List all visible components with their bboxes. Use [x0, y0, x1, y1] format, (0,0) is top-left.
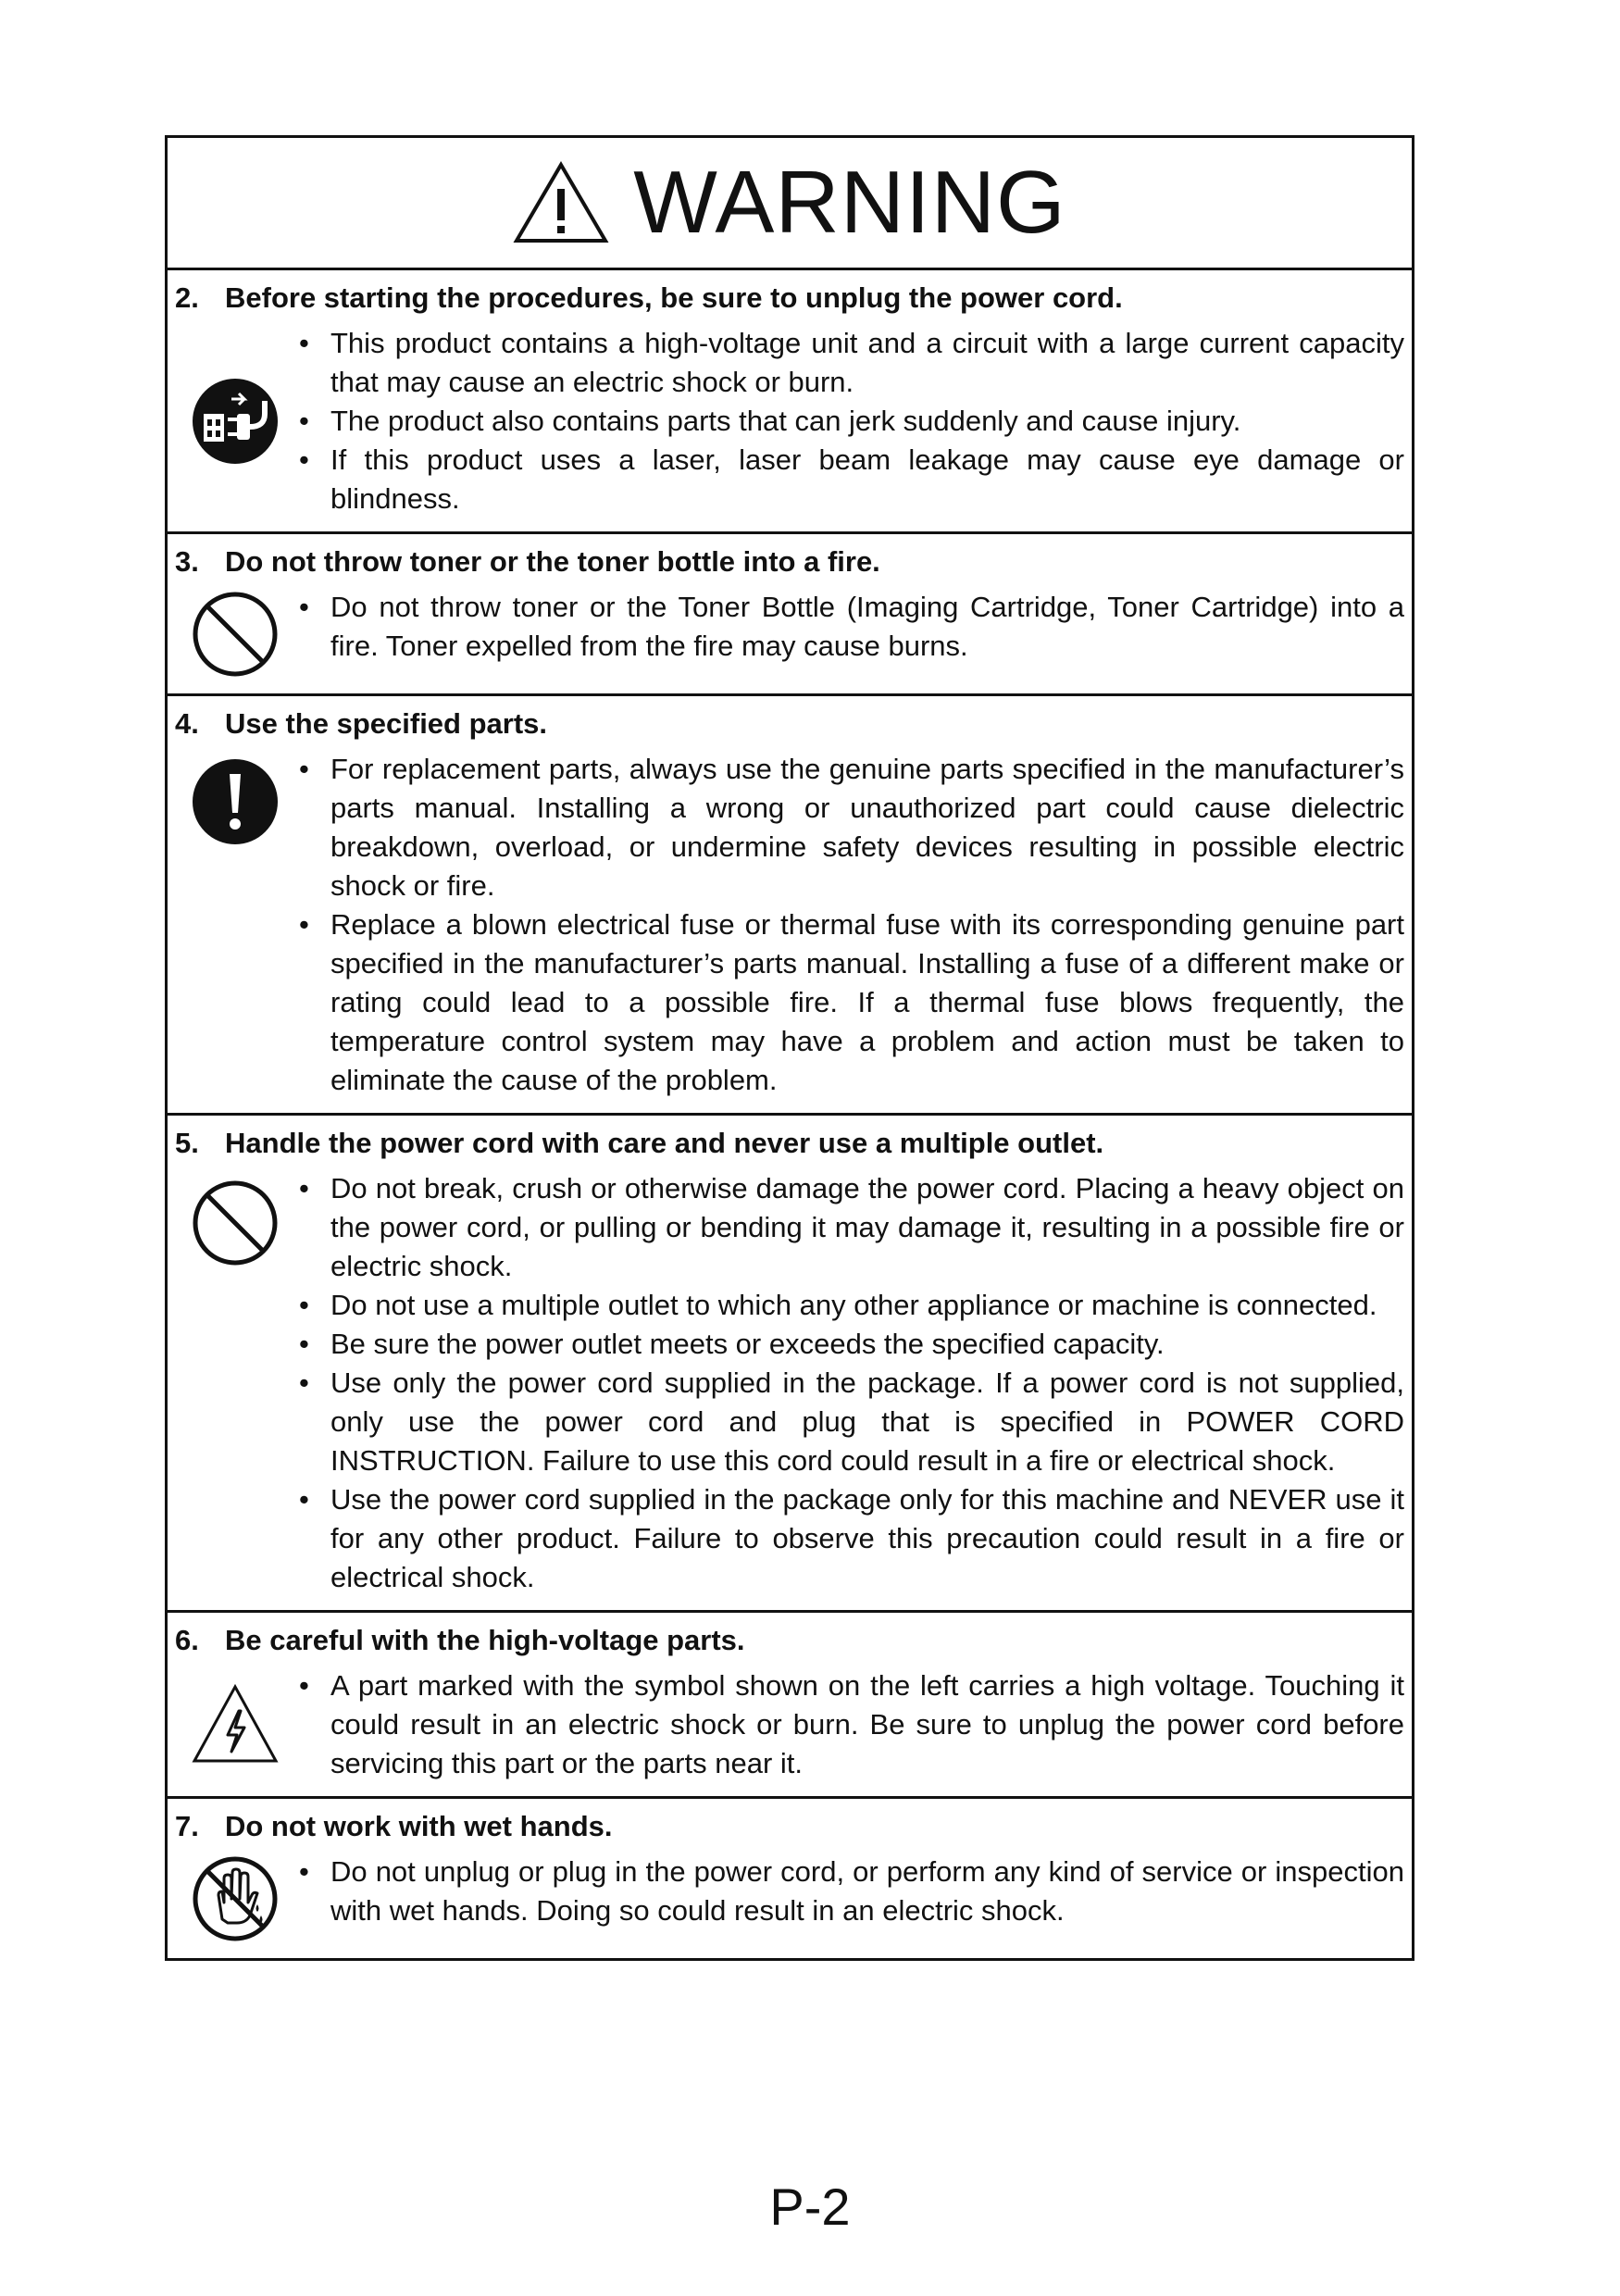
section-number: 2. [175, 281, 199, 314]
warning-section-4 [168, 696, 1412, 1116]
warning-section-7 [168, 1799, 1412, 1958]
section-heading [175, 705, 1404, 742]
section-heading-text: Handle the power cord with care and never use a multiple outlet. [225, 1127, 1104, 1159]
list-item: • Do not throw toner or the Toner Bottle (Imaging Cartridge, Toner Cartridge) into a fire. Toner expelled from the fire may cause burns. [295, 588, 1404, 666]
section-body [175, 324, 1404, 518]
list-item: • Replace a blown electrical fuse or thermal fuse with its corresponding genuine part specified in the manufacturer’s parts manual. Installing a fuse of a different make or rating could lead to a possible fire. If a thermal fuse blows frequently, the temperature control system may have a problem and action must be taken to eliminate the cause of the problem. [295, 905, 1404, 1100]
warning-triangle-icon [513, 161, 609, 244]
warning-section-2 [168, 270, 1412, 534]
section-heading-text: Use the specified parts. [225, 707, 548, 740]
bullet-list [295, 324, 1404, 518]
bullet-list [295, 750, 1404, 1100]
list-item: • Be sure the power outlet meets or exceeds the specified capacity. [295, 1325, 1404, 1364]
warning-section-5 [168, 1116, 1412, 1613]
bullet-list [295, 1853, 1404, 1945]
unplug-power-cord-icon [175, 324, 295, 518]
bullet-list [295, 1666, 1404, 1783]
section-number: 5. [175, 1127, 199, 1159]
section-heading [175, 1808, 1404, 1845]
section-number: 6. [175, 1624, 199, 1656]
list-item: • Use only the power cord supplied in the package. If a power cord is not supplied, only use the power cord and plug that is specified in POWER CORD INSTRUCTION. Failure to use this cord could result in a fire or electrical shock. [295, 1364, 1404, 1480]
section-heading [175, 543, 1404, 580]
list-item: • For replacement parts, always use the genuine parts specified in the manufacturer’s parts manual. Installing a wrong or unauthorized part could cause dielectric breakdown, overload, or undermine safety devices resulting in possible electric shock or fire. [295, 750, 1404, 905]
section-heading-text: Do not throw toner or the toner bottle into a fire. [225, 545, 880, 578]
section-heading [175, 280, 1404, 317]
list-item: • This product contains a high-voltage unit and a circuit with a large current capacity that may cause an electric shock or burn. [295, 324, 1404, 402]
section-body [175, 1853, 1404, 1945]
warning-box [165, 135, 1414, 1961]
page-number: P-2 [769, 2177, 851, 2236]
list-item: • The product also contains parts that can jerk suddenly and cause injury. [295, 402, 1404, 441]
list-item: • Do not break, crush or otherwise damage the power cord. Placing a heavy object on the power cord, or pulling or bending it may damage it, resulting in a possible fire or electric shock. [295, 1169, 1404, 1286]
list-item: • A part marked with the symbol shown on the left carries a high voltage. Touching it could result in an electric shock or burn. Be sure to unplug the power cord before servicing this part or the parts near it. [295, 1666, 1404, 1783]
section-body [175, 750, 1404, 1100]
section-number: 4. [175, 707, 199, 740]
section-body [175, 588, 1404, 680]
section-heading [175, 1125, 1404, 1162]
list-item: • Use the power cord supplied in the package only for this machine and NEVER use it for any other product. Failure to observe this precaution could result in a fire or electrical shock. [295, 1480, 1404, 1597]
mandatory-action-icon [175, 750, 295, 1100]
bullet-list [295, 588, 1404, 680]
warning-section-6 [168, 1613, 1412, 1799]
section-heading-text: Be careful with the high-voltage parts. [225, 1624, 745, 1656]
list-item: • Do not unplug or plug in the power cord, or perform any kind of service or inspection with wet hands. Doing so could result in an electric shock. [295, 1853, 1404, 1930]
list-item: • Do not use a multiple outlet to which any other appliance or machine is connected. [295, 1286, 1404, 1325]
warning-title: WARNING [633, 153, 1066, 252]
prohibited-icon [175, 588, 295, 680]
prohibited-icon [175, 1169, 295, 1597]
warning-header [168, 138, 1412, 270]
section-body [175, 1666, 1404, 1783]
list-item: • If this product uses a laser, laser beam leakage may cause eye damage or blindness. [295, 441, 1404, 518]
section-heading-text: Before starting the procedures, be sure to unplug the power cord. [225, 281, 1123, 314]
high-voltage-icon [175, 1666, 295, 1783]
section-number: 7. [175, 1810, 199, 1842]
no-wet-hands-icon [175, 1853, 295, 1945]
section-number: 3. [175, 545, 199, 578]
section-heading [175, 1622, 1404, 1659]
warning-section-3 [168, 534, 1412, 696]
section-heading-text: Do not work with wet hands. [225, 1810, 613, 1842]
section-body [175, 1169, 1404, 1597]
bullet-list [295, 1169, 1404, 1597]
